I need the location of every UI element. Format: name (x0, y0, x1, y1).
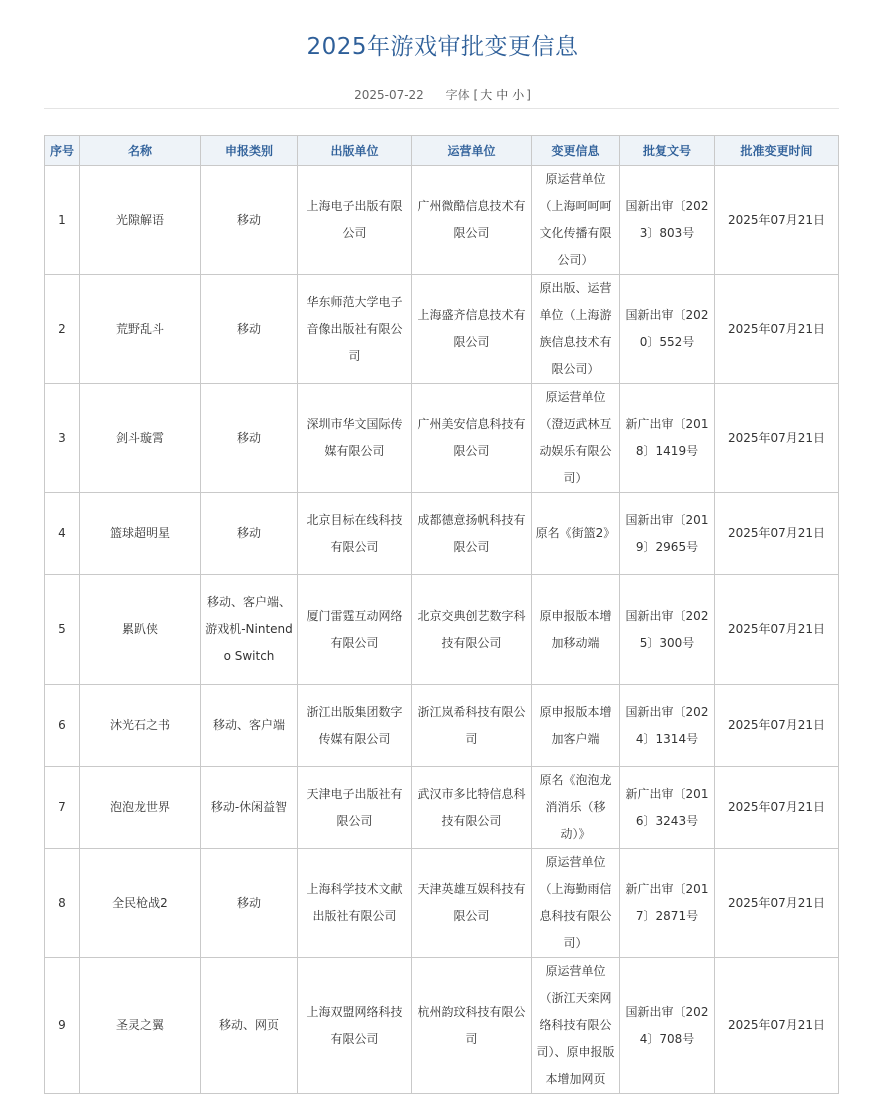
font-size-bracket-open: [ (473, 88, 479, 102)
cell-approval-number: 国新出审〔2020〕552号 (620, 275, 715, 384)
cell-change-info: 原申报版本增加移动端 (532, 575, 620, 685)
cell-approval-number: 新广出审〔2018〕1419号 (620, 384, 715, 493)
cell-publisher: 浙江出版集团数字传媒有限公司 (298, 685, 412, 767)
cell-operator: 广州微酷信息技术有限公司 (412, 166, 532, 275)
font-size-medium-button[interactable]: 中 (496, 88, 509, 102)
table-header-row (45, 136, 839, 166)
cell-approval-date: 2025年07月21日 (715, 275, 839, 384)
cell-approval-date: 2025年07月21日 (715, 493, 839, 575)
header-cell: 变更信息 (532, 136, 620, 166)
cell-change-info: 原申报版本增加客户端 (532, 685, 620, 767)
cell-change-info: 原名《街篮2》 (532, 493, 620, 575)
cell-change-info: 原名《泡泡龙消消乐（移动）》 (532, 767, 620, 849)
cell-approval-number: 国新出审〔2024〕708号 (620, 958, 715, 1094)
table-row (45, 575, 839, 685)
cell-index: 5 (45, 575, 80, 685)
header-cell: 名称 (80, 136, 201, 166)
font-size-small-button[interactable]: 小 (512, 88, 525, 102)
cell-name: 荒野乱斗 (80, 275, 201, 384)
cell-name: 泡泡龙世界 (80, 767, 201, 849)
cell-operator: 上海盛齐信息技术有限公司 (412, 275, 532, 384)
cell-category: 移动 (201, 275, 298, 384)
cell-name: 累趴侠 (80, 575, 201, 685)
cell-publisher: 天津电子出版社有限公司 (298, 767, 412, 849)
cell-change-info: 原运营单位（上海呵呵呵文化传播有限公司） (532, 166, 620, 275)
cell-index: 6 (45, 685, 80, 767)
header-cell: 批复文号 (620, 136, 715, 166)
article-meta (0, 86, 885, 103)
cell-index: 4 (45, 493, 80, 575)
cell-category: 移动、客户端 (201, 685, 298, 767)
cell-publisher: 厦门雷霆互动网络有限公司 (298, 575, 412, 685)
header-cell: 申报类别 (201, 136, 298, 166)
cell-category: 移动 (201, 384, 298, 493)
publish-date: 2025-07-22 (354, 88, 424, 102)
cell-publisher: 上海双盟网络科技有限公司 (298, 958, 412, 1094)
cell-name: 剑斗璇霄 (80, 384, 201, 493)
cell-publisher: 上海电子出版有限公司 (298, 166, 412, 275)
cell-category: 移动 (201, 166, 298, 275)
cell-change-info: 原运营单位（澄迈武林互动娱乐有限公司） (532, 384, 620, 493)
cell-approval-date: 2025年07月21日 (715, 575, 839, 685)
cell-approval-number: 新广出审〔2016〕3243号 (620, 767, 715, 849)
cell-operator: 广州美安信息科技有限公司 (412, 384, 532, 493)
cell-operator: 浙江岚希科技有限公司 (412, 685, 532, 767)
cell-change-info: 原运营单位（上海勤雨信息科技有限公司） (532, 849, 620, 958)
cell-operator: 天津英雄互娱科技有限公司 (412, 849, 532, 958)
cell-operator: 杭州韵玟科技有限公司 (412, 958, 532, 1094)
cell-operator: 武汉市多比特信息科技有限公司 (412, 767, 532, 849)
cell-index: 9 (45, 958, 80, 1094)
cell-name: 沐光石之书 (80, 685, 201, 767)
cell-publisher: 上海科学技术文献出版社有限公司 (298, 849, 412, 958)
cell-category: 移动 (201, 849, 298, 958)
cell-category: 移动 (201, 493, 298, 575)
cell-index: 1 (45, 166, 80, 275)
cell-approval-date: 2025年07月21日 (715, 384, 839, 493)
table-row (45, 958, 839, 1094)
cell-name: 光隙解语 (80, 166, 201, 275)
header-cell: 出版单位 (298, 136, 412, 166)
cell-change-info: 原运营单位（浙江天栾网络科技有限公司）、原申报版本增加网页 (532, 958, 620, 1094)
font-size-large-button[interactable]: 大 (480, 88, 493, 102)
cell-operator: 北京交典创艺数字科技有限公司 (412, 575, 532, 685)
approval-change-table (44, 135, 839, 1094)
header-cell: 运营单位 (412, 136, 532, 166)
font-size-bracket-close: ] (526, 88, 531, 102)
cell-name: 圣灵之翼 (80, 958, 201, 1094)
cell-index: 8 (45, 849, 80, 958)
cell-approval-date: 2025年07月21日 (715, 849, 839, 958)
cell-index: 3 (45, 384, 80, 493)
cell-approval-date: 2025年07月21日 (715, 767, 839, 849)
table-row (45, 384, 839, 493)
table-row (45, 493, 839, 575)
cell-approval-number: 国新出审〔2025〕300号 (620, 575, 715, 685)
cell-publisher: 北京目标在线科技有限公司 (298, 493, 412, 575)
title-divider (44, 108, 839, 109)
cell-approval-date: 2025年07月21日 (715, 685, 839, 767)
cell-index: 7 (45, 767, 80, 849)
cell-name: 篮球超明星 (80, 493, 201, 575)
cell-operator: 成都德意扬帆科技有限公司 (412, 493, 532, 575)
cell-approval-number: 国新出审〔2023〕803号 (620, 166, 715, 275)
cell-index: 2 (45, 275, 80, 384)
cell-category: 移动、客户端、游戏机-Nintendo Switch (201, 575, 298, 685)
table-row (45, 685, 839, 767)
article-title: 2025年游戏审批变更信息 (306, 34, 579, 60)
cell-approval-date: 2025年07月21日 (715, 958, 839, 1094)
cell-publisher: 深圳市华文国际传媒有限公司 (298, 384, 412, 493)
cell-change-info: 原出版、运营单位（上海游族信息技术有限公司） (532, 275, 620, 384)
cell-approval-number: 国新出审〔2019〕2965号 (620, 493, 715, 575)
table-row (45, 849, 839, 958)
cell-approval-number: 新广出审〔2017〕2871号 (620, 849, 715, 958)
header-cell: 序号 (45, 136, 80, 166)
cell-approval-number: 国新出审〔2024〕1314号 (620, 685, 715, 767)
cell-approval-date: 2025年07月21日 (715, 166, 839, 275)
cell-name: 全民枪战2 (80, 849, 201, 958)
table-row (45, 166, 839, 275)
table-row (45, 767, 839, 849)
cell-category: 移动、网页 (201, 958, 298, 1094)
header-cell: 批准变更时间 (715, 136, 839, 166)
cell-category: 移动-休闲益智 (201, 767, 298, 849)
cell-publisher: 华东师范大学电子音像出版社有限公司 (298, 275, 412, 384)
table-row (45, 275, 839, 384)
font-size-label: 字体 (445, 88, 470, 102)
